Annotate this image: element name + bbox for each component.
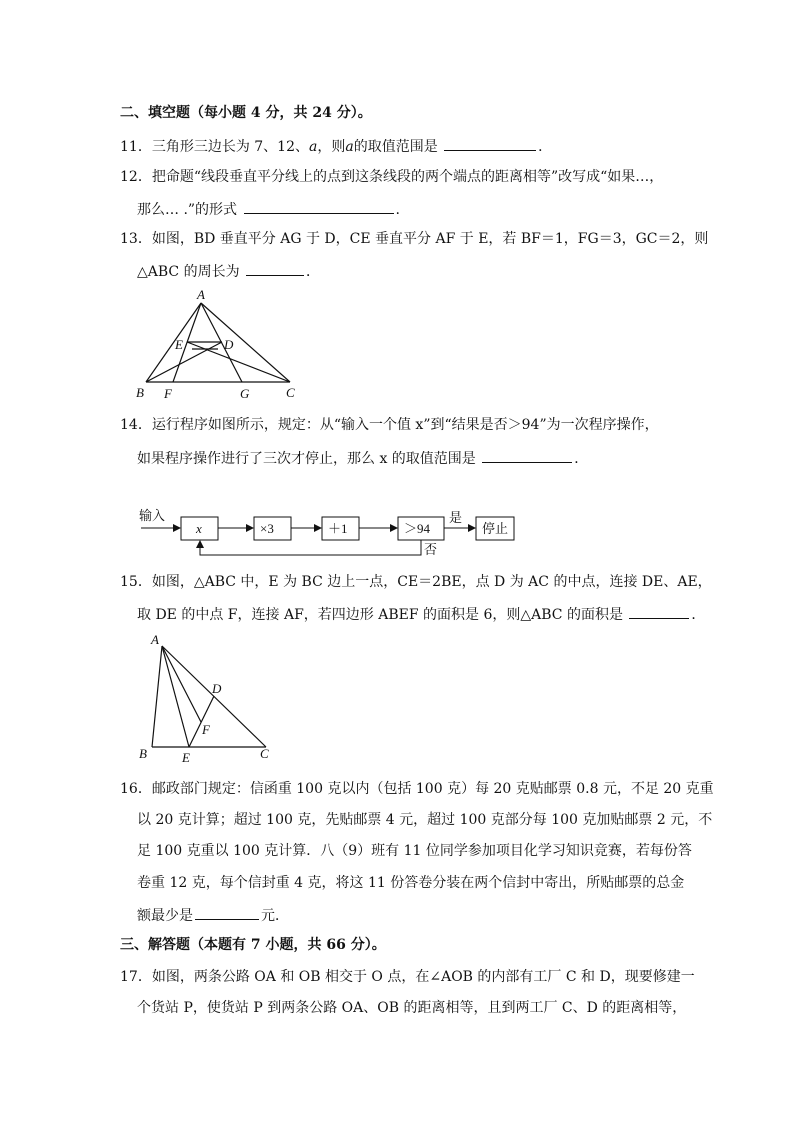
flow-box-plus1-label: ＋1: [328, 521, 348, 536]
vertex-e-label: E: [175, 337, 183, 352]
question-text: 那么… .”的形式: [137, 202, 238, 218]
question-number: 17．: [120, 969, 152, 985]
question-13-line-2: [137, 261, 320, 281]
question-text: 如图，两条公路 OA 和 OB 相交于 O 点，在∠AOB 的内部有工厂 C 和 D，现要修建一: [151, 969, 695, 985]
question-13-line-1: [120, 230, 708, 248]
section-2-title: 二、填空题（每小题 4 分，共 24 分）。: [120, 105, 372, 121]
vertex-f-label: F: [164, 386, 172, 401]
answer-blank[interactable]: [246, 261, 304, 276]
flow-box-x-label: x: [196, 521, 202, 536]
question-16-line-4: 卷重 12 克，每个信封重 4 克，将这 11 份答卷分装在两个信封中寄出，所贴邮票的总金: [137, 875, 685, 891]
section-3-title: 三、解答题（本题有 7 小题，共 66 分）。: [120, 937, 386, 953]
question-15-line-1: [120, 573, 712, 591]
question-16-line-1: [120, 780, 714, 798]
flow-input-label: 输入: [139, 508, 166, 523]
question-16-line-2: 以 20 克计算；超过 100 克，先贴邮票 4 元，超过 100 克部分每 100 克加贴邮票 2 元，不: [137, 812, 713, 828]
question-text: 运行程序如图所示，规定：从“输入一个值 x”到“结果是否＞94”为一次程序操作，: [151, 417, 659, 433]
question-end: ．: [538, 139, 553, 155]
answer-blank[interactable]: [482, 448, 572, 463]
question-text: △ABC 的周长为: [137, 264, 240, 280]
question-number: 15．: [120, 574, 152, 590]
question-text: 额最少是: [137, 908, 193, 924]
vertex-c-label: C: [286, 385, 295, 400]
question-text: 的取值范围是: [353, 139, 438, 155]
vertex-g-label: G: [240, 386, 250, 401]
flow-box-times3-label: ×3: [260, 521, 274, 536]
flow-box-gt94-label: ＞94: [404, 521, 431, 536]
question-12-line-1: [120, 168, 663, 186]
question-number: 14．: [120, 417, 152, 433]
question-text: 如图，BD 垂直平分 AG 于 D，CE 垂直平分 AF 于 E，若 BF＝1，FG＝3，GC＝2，则: [151, 231, 709, 247]
question-end: ．: [574, 451, 589, 467]
q13-triangle-figure: [130, 285, 310, 405]
answer-blank[interactable]: [629, 604, 689, 619]
question-end: ．: [306, 264, 321, 280]
answer-blank[interactable]: [195, 905, 259, 920]
question-text: 邮政部门规定：信函重 100 克以内（包括 100 克）每 20 克贴邮票 0.8 元，不足 20 克重: [151, 781, 714, 797]
vertex-f-label: F: [202, 722, 210, 737]
vertex-b-label: B: [136, 385, 144, 400]
question-17-line-2: 个货站 P，使货站 P 到两条公路 OA、OB 的距离相等，且到两工厂 C、D 的距离相等，: [137, 1000, 687, 1016]
answer-blank[interactable]: [244, 199, 394, 214]
vertex-b-label: B: [139, 746, 147, 761]
flow-no-label: 否: [424, 542, 438, 557]
question-number: 12．: [120, 169, 152, 185]
vertex-d-label: D: [224, 337, 234, 352]
question-15-line-2: [137, 604, 705, 624]
flow-yes-label: 是: [449, 510, 463, 525]
question-end: ．: [691, 607, 706, 623]
vertex-d-label: D: [212, 681, 222, 696]
vertex-c-label: C: [260, 746, 269, 761]
vertex-e-label: E: [182, 750, 190, 765]
answer-blank[interactable]: [444, 136, 536, 151]
question-16-line-3: 足 100 克重以 100 克计算．八（9）班有 11 位同学参加项目化学习知识竞赛，若每份答: [137, 843, 692, 859]
question-14-line-2: [137, 448, 588, 468]
question-11: [120, 136, 552, 156]
flow-stop-label: 停止: [482, 521, 509, 536]
question-text: 如果程序操作进行了三次才停止，那么 x 的取值范围是: [137, 451, 476, 467]
question-text: 如图，△ABC 中，E 为 BC 边上一点，CE＝2BE，点 D 为 AC 的中点，连接 DE、AE，: [151, 574, 712, 590]
question-number: 13．: [120, 231, 152, 247]
question-text: ，则: [317, 139, 346, 155]
question-17-line-1: [120, 968, 695, 986]
question-number: 11．: [120, 139, 152, 155]
question-12-line-2: [137, 199, 400, 219]
question-text: 三角形三边长为 7、12、: [151, 139, 309, 155]
vertex-a-label: A: [197, 287, 205, 302]
variable-a: a: [345, 139, 354, 155]
question-text: 元．: [261, 908, 289, 924]
question-16-line-5: [137, 905, 289, 925]
variable-a: a: [309, 139, 318, 155]
question-text: 把命题“线段垂直平分线上的点到这条线段的两个端点的距离相等”改写成“如果…，: [151, 169, 664, 185]
question-number: 16．: [120, 781, 152, 797]
question-end: .: [395, 202, 400, 218]
q15-triangle-figure: [136, 630, 286, 770]
vertex-a-label: A: [151, 632, 159, 647]
question-14-line-1: [120, 416, 659, 434]
question-text: 取 DE 的中点 F，连接 AF，若四边形 ABEF 的面积是 6，则△ABC 的面积是: [137, 607, 623, 623]
q14-program-flowchart: [136, 500, 526, 565]
